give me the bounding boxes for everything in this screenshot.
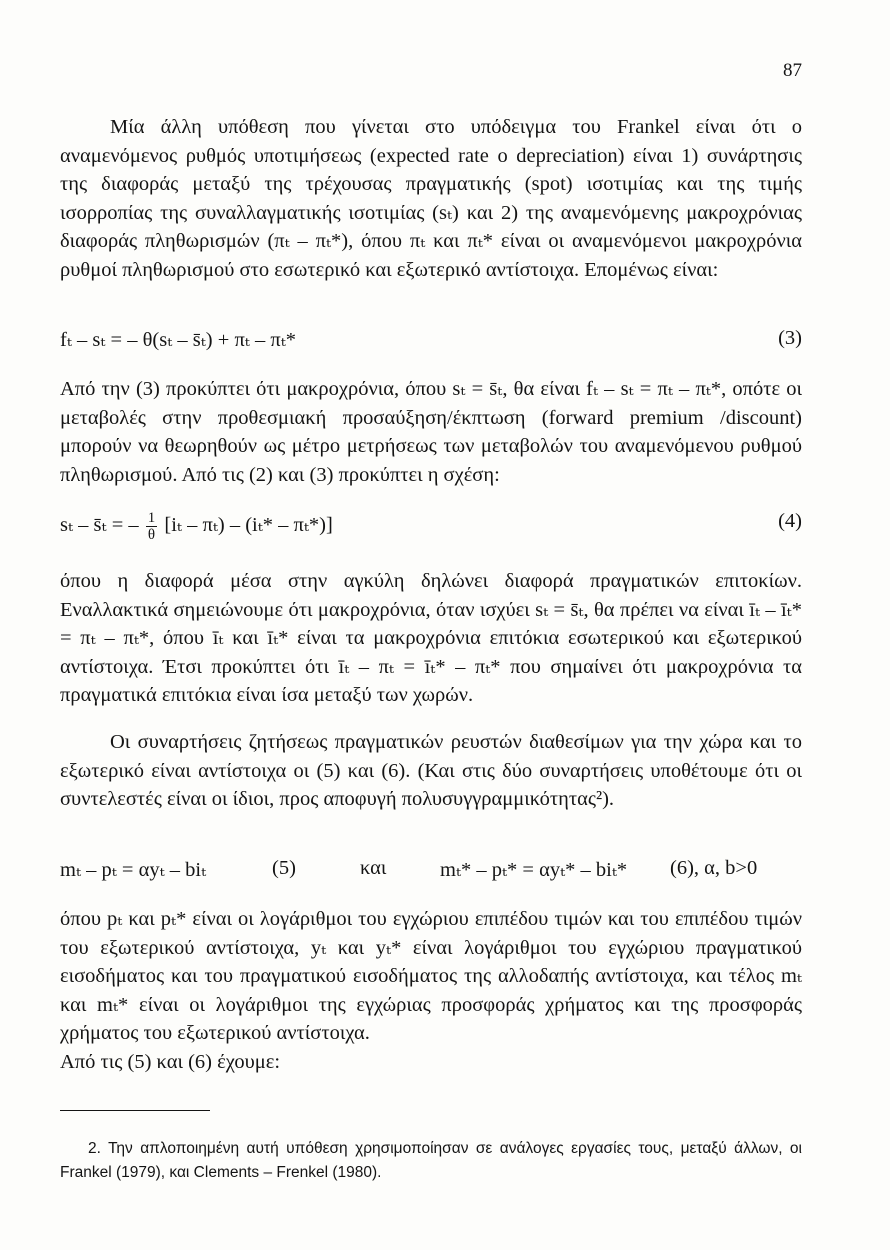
equations-5-6 bbox=[60, 857, 802, 887]
fraction-denominator: θ bbox=[147, 527, 156, 543]
paragraph-money-demand: Οι συναρτήσεις ζητήσεως πραγματικών ρευστών διαθεσίμων για την χώρα και το εξωτερικό είναι αντίστοιχα οι (5) και (6). (Και στις δύο συναρτήσεις υποθέτουμε ότι οι συντελεστές είναι οι ίδιοι, προς αποφυγή πολυσυγγραμμικότητας²). bbox=[60, 731, 802, 810]
equation-4-rhs: [iₜ – πₜ) – (iₜ* – πₜ*)] bbox=[164, 514, 333, 537]
equation-4-body bbox=[60, 510, 333, 543]
equation-3 bbox=[60, 327, 802, 357]
footnote-divider bbox=[60, 1110, 210, 1111]
paragraph-definitions: όπου pₜ και pₜ* είναι οι λογάριθμοι του εγχώριου επιπέδου τιμών και του επιπέδου τιμών του εξωτερικού αντίστοιχα, yₜ και yₜ* είναι λογάριθμοι του εγχώριου πραγματικού εισοδήματος και του πραγματικού εισοδήματος της αλλοδαπής αντίστοιχα, και τέλος mₜ και mₜ* είναι οι λογάριθμοι της εγχώριας προσφοράς χρήματος και της προσφοράς χρήματος του εξωτερικού αντίστοιχα. bbox=[60, 908, 802, 1044]
fraction-numerator: 1 bbox=[147, 510, 156, 526]
equation-4-lhs: sₜ – s̄ₜ = – bbox=[60, 514, 139, 537]
page-number: 87 bbox=[783, 60, 802, 81]
equation-5-number: (5) bbox=[272, 857, 296, 879]
footnote: 2. Την απλοποιημένη αυτή υπόθεση χρησιμοποίησαν σε ανάλογες εργασίες τους, μεταξύ άλλων, οι Frankel (1979), και Clements – Frenkel (1980). bbox=[60, 1140, 802, 1181]
paragraph-forward-premium: Από την (3) προκύπτει ότι μακροχρόνια, όπου sₜ = s̄ₜ, θα είναι fₜ – sₜ = πₜ – πₜ*, οπότε οι μεταβολές στην προθεσμιακή προσαύξηση/έκπτωση (forward premium /discount) μπορούν να θεωρηθούν ως μέτρο μετρήσεως των μεταβολών του αναμενόμενου ρυθμού πληθωρισμού. Από τις (2) και (3) προκύπτει η σχέση: bbox=[60, 378, 802, 486]
equation-6: mₜ* – pₜ* = αyₜ* – biₜ* bbox=[440, 859, 628, 881]
conjunction: και bbox=[360, 857, 387, 879]
equation-6-number: (6), α, b>0 bbox=[670, 857, 758, 879]
paragraph-real-rates: όπου η διαφορά μέσα στην αγκύλη δηλώνει διαφορά πραγματικών επιτοκίων. Εναλλακτικά σημειώνουμε ότι μακροχρόνια, όταν ισχύει sₜ = s̄ₜ, θα πρέπει να είναι īₜ – īₜ* = πₜ – πₜ*, όπου īₜ και īₜ* είναι τα μακροχρόνια επιτόκια εσωτερικού και εξωτερικού αντίστοιχα. Έτσι προκύπτει ότι īₜ – πₜ = īₜ* – πₜ* που σημαίνει ότι μακροχρόνια τα πραγματικά επιτόκια είναι ίσα μεταξύ των χωρών. bbox=[60, 570, 802, 706]
equation-5: mₜ – pₜ = αyₜ – biₜ bbox=[60, 859, 207, 881]
equation-3-body: fₜ – sₜ = – θ(sₜ – s̄ₜ) + πₜ – πₜ* bbox=[60, 329, 297, 351]
equation-3-number: (3) bbox=[778, 327, 802, 349]
equation-4 bbox=[60, 510, 802, 543]
equation-4-fraction bbox=[146, 510, 158, 543]
paragraph-derivation: Από τις (5) και (6) έχουμε: bbox=[60, 1051, 281, 1073]
paragraph-expectations: Μία άλλη υπόθεση που γίνεται στο υπόδειγμα του Frankel είναι ότι ο αναμενόμενος ρυθμός υποτιμήσεως (expected rate o depreciation) είναι 1) συνάρτησις της διαφοράς μεταξύ της τρέχουσας πραγματικής (spot) ισοτιμίας και της τιμής ισορροπίας της συναλλαγματικής ισοτιμίας (sₜ) και 2) της αναμενόμενης μακροχρόνιας διαφοράς πληθωρισμών (πₜ – πₜ*), όπου πₜ και πₜ* είναι οι αναμενόμενοι μακροχρόνια ρυθμοί πληθωρισμού στο εσωτερικό και εξωτερικό αντίστοιχα. Επομένως είναι: bbox=[60, 116, 802, 281]
equation-4-number: (4) bbox=[778, 510, 802, 532]
